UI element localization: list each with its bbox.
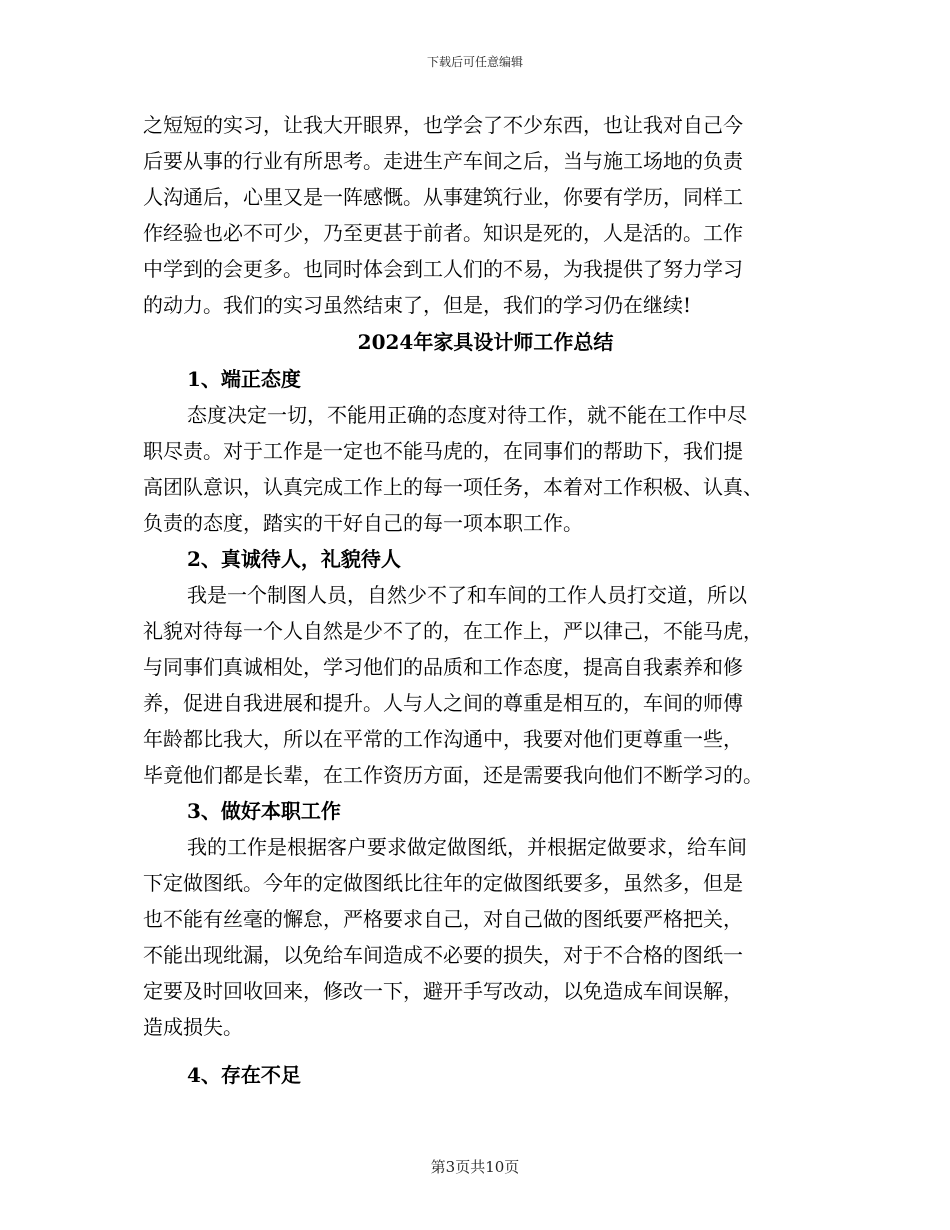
paragraph-line: 与同事们真诚相处，学习他们的品质和工作态度，提高自我素养和修 (143, 655, 743, 679)
paragraph-line: 不能出现纰漏，以免给车间造成不必要的损失，对于不合格的图纸一 (143, 943, 743, 967)
paragraph-line: 养，促进自我进展和提升。人与人之间的尊重是相互的，车间的师傅 (143, 691, 743, 715)
paragraph-line: 人沟通后，心里又是一阵感慨。从事建筑行业，你要有学历，同样工 (143, 185, 743, 209)
page-header: 下载后可任意编辑 (426, 55, 523, 69)
paragraph-line: 定要及时回收回来，修改一下，避开手写改动，以免造成车间误解， (143, 979, 743, 1003)
document-title: 2024年家具设计师工作总结 (357, 330, 614, 354)
page-footer: 第3页共10页 (430, 1158, 520, 1176)
paragraph-line: 我的工作是根据客户要求做定做图纸，并根据定做要求，给车间 (187, 835, 747, 859)
paragraph-line: 态度决定一切，不能用正确的态度对待工作，就不能在工作中尽 (187, 403, 747, 427)
section-heading: 1、端正态度 (187, 367, 301, 391)
paragraph-line: 职尽责。对于工作是一定也不能马虎的，在同事们的帮助下，我们提 (143, 439, 743, 463)
section-heading: 3、做好本职工作 (187, 799, 341, 823)
section-3 (143, 793, 808, 1045)
paragraph-line: 造成损失。 (143, 1015, 243, 1039)
paragraph-line: 作经验也必不可少，乃至更甚于前者。知识是死的，人是活的。工作 (143, 221, 743, 245)
document-body (143, 107, 808, 1093)
paragraph-line: 礼貌对待每一个人自然是少不了的，在工作上，严以律己，不能马虎， (143, 619, 763, 643)
paragraph-line: 负责的态度，踏实的干好自己的每一项本职工作。 (143, 511, 583, 535)
paragraph-line: 年龄都比我大，所以在平常的工作沟通中，我要对他们更尊重一些， (143, 727, 743, 751)
paragraph-line: 毕竟他们都是长辈，在工作资历方面，还是需要我向他们不断学习的。 (143, 763, 763, 787)
section-4 (143, 1057, 808, 1093)
paragraph-line: 下定做图纸。今年的定做图纸比往年的定做图纸要多，虽然多，但是 (143, 871, 743, 895)
spacer (143, 1045, 808, 1057)
paragraph-line: 高团队意识，认真完成工作上的每一项任务，本着对工作积极、认真、 (143, 475, 763, 499)
section-heading: 4、存在不足 (187, 1063, 301, 1087)
section-1 (143, 361, 808, 541)
paragraph-line: 后要从事的行业有所思考。走进生产车间之后，当与施工场地的负责 (143, 149, 743, 173)
paragraph-line: 也不能有丝毫的懈怠，严格要求自己，对自己做的图纸要严格把关， (143, 907, 743, 931)
section-2 (143, 541, 808, 793)
paragraph-line: 的动力。我们的实习虽然结束了，但是，我们的学习仍在继续! (143, 293, 692, 317)
section-heading: 2、真诚待人，礼貌待人 (187, 547, 401, 571)
paragraph-line: 我是一个制图人员，自然少不了和车间的工作人员打交道，所以 (187, 583, 747, 607)
paragraph-line: 中学到的会更多。也同时体会到工人们的不易，为我提供了努力学习 (143, 257, 743, 281)
intro-paragraph (143, 107, 808, 323)
paragraph-line: 之短短的实习，让我大开眼界，也学会了不少东西，也让我对自己今 (143, 113, 743, 137)
